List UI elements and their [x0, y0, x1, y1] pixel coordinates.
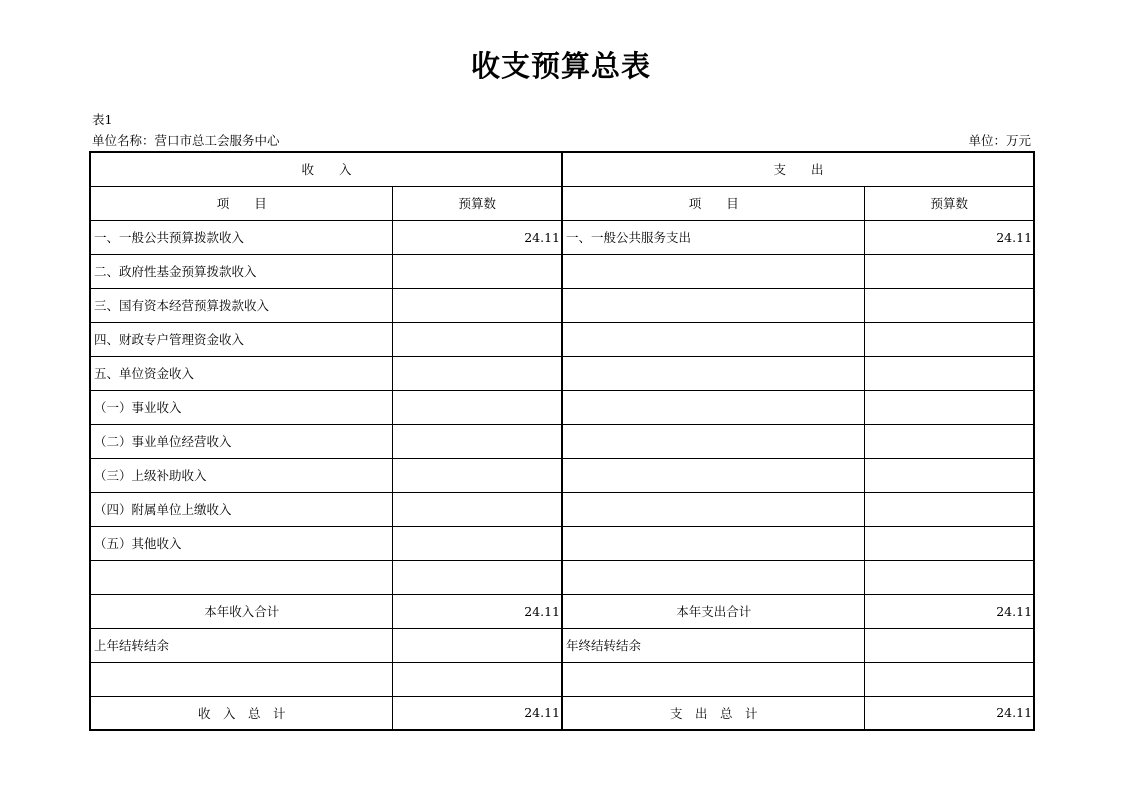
income-value-cell: [392, 662, 562, 696]
expense-item-cell: 支 出 总 计: [562, 696, 864, 730]
expense-item-cell: [562, 424, 864, 458]
expense-value-cell: 24.11: [864, 594, 1034, 628]
blank-row: [90, 662, 1034, 696]
income-section-header: 收 入: [90, 152, 562, 186]
section-header-row: [90, 152, 1034, 186]
income-item-cell: 二、政府性基金预算拨款收入: [90, 254, 392, 288]
expense-value-cell: [864, 322, 1034, 356]
income-item-cell: [90, 560, 392, 594]
income-item-cell: （二）事业单位经营收入: [90, 424, 392, 458]
expense-item-cell: [562, 526, 864, 560]
table-row: [90, 254, 1034, 288]
subtotal-row: [90, 594, 1034, 628]
income-item-cell: 一、一般公共预算拨款收入: [90, 220, 392, 254]
table-row: [90, 458, 1034, 492]
income-value-cell: 24.11: [392, 594, 562, 628]
expense-value-cell: 24.11: [864, 696, 1034, 730]
income-value-cell: [392, 322, 562, 356]
table-row: [90, 526, 1034, 560]
expense-item-cell: [562, 560, 864, 594]
expense-section-header: 支 出: [562, 152, 1034, 186]
table-row: [90, 220, 1034, 254]
expense-item-cell: 本年支出合计: [562, 594, 864, 628]
table-row: [90, 424, 1034, 458]
table-row: [90, 356, 1034, 390]
income-item-cell: 五、单位资金收入: [90, 356, 392, 390]
income-value-cell: [392, 628, 562, 662]
table-row: [90, 288, 1034, 322]
expense-value-cell: [864, 458, 1034, 492]
income-value-cell: [392, 390, 562, 424]
income-value-cell: [392, 424, 562, 458]
income-item-cell: 本年收入合计: [90, 594, 392, 628]
expense-item-cell: [562, 254, 864, 288]
income-item-cell: （四）附属单位上缴收入: [90, 492, 392, 526]
income-value-cell: [392, 288, 562, 322]
grand-total-row: [90, 696, 1034, 730]
expense-item-cell: [562, 390, 864, 424]
table-row: [90, 560, 1034, 594]
income-value-cell: [392, 526, 562, 560]
expense-budget-header: 预算数: [864, 186, 1034, 220]
expense-value-cell: [864, 288, 1034, 322]
expense-value-cell: [864, 560, 1034, 594]
expense-value-cell: [864, 356, 1034, 390]
unit-name: 单位名称：营口市总工会服务中心: [92, 133, 280, 148]
expense-value-cell: [864, 390, 1034, 424]
income-item-cell: （五）其他收入: [90, 526, 392, 560]
income-item-cell: [90, 662, 392, 696]
expense-item-cell: [562, 458, 864, 492]
income-item-cell: 三、国有资本经营预算拨款收入: [90, 288, 392, 322]
expense-value-cell: [864, 492, 1034, 526]
table-number: 表1: [92, 112, 113, 127]
column-header-row: [90, 186, 1034, 220]
expense-item-cell: [562, 356, 864, 390]
income-item-cell: （三）上级补助收入: [90, 458, 392, 492]
expense-item-cell: [562, 288, 864, 322]
income-item-header: 项 目: [90, 186, 392, 220]
expense-item-cell: [562, 492, 864, 526]
expense-value-cell: [864, 424, 1034, 458]
expense-item-cell: 年终结转结余: [562, 628, 864, 662]
income-value-cell: 24.11: [392, 220, 562, 254]
income-item-cell: 收 入 总 计: [90, 696, 392, 730]
expense-value-cell: [864, 662, 1034, 696]
table-body: [90, 152, 1034, 730]
income-value-cell: [392, 356, 562, 390]
table-row: [90, 322, 1034, 356]
table-row: [90, 390, 1034, 424]
expense-value-cell: [864, 254, 1034, 288]
expense-value-cell: 24.11: [864, 220, 1034, 254]
unit-currency: 单位：万元: [968, 133, 1031, 148]
income-value-cell: [392, 458, 562, 492]
expense-value-cell: [864, 628, 1034, 662]
income-item-cell: 上年结转结余: [90, 628, 392, 662]
expense-value-cell: [864, 526, 1034, 560]
income-budget-header: 预算数: [392, 186, 562, 220]
table-row: [90, 492, 1034, 526]
income-value-cell: [392, 254, 562, 288]
budget-summary-table: [89, 151, 1035, 731]
budget-table: [89, 151, 1033, 731]
expense-item-cell: [562, 662, 864, 696]
income-item-cell: 四、财政专户管理资金收入: [90, 322, 392, 356]
carry-over-row: [90, 628, 1034, 662]
expense-item-cell: [562, 322, 864, 356]
income-value-cell: [392, 492, 562, 526]
expense-item-header: 项 目: [562, 186, 864, 220]
income-value-cell: [392, 560, 562, 594]
page-title: 收支预算总表: [470, 49, 651, 83]
expense-item-cell: 一、一般公共服务支出: [562, 220, 864, 254]
income-value-cell: 24.11: [392, 696, 562, 730]
income-item-cell: （一）事业收入: [90, 390, 392, 424]
